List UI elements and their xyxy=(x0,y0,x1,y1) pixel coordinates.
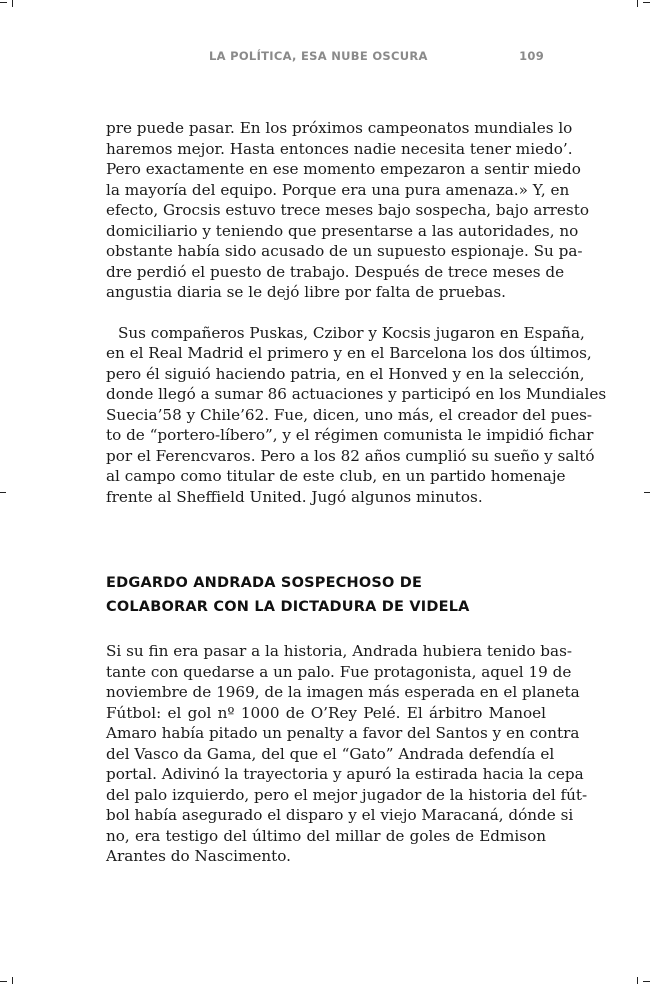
running-title: LA POLÍTICA, ESA NUBE OSCURA xyxy=(209,49,428,63)
text-line: efecto, Grocsis estuvo trece meses bajo sospecha, bajo arresto xyxy=(106,201,589,219)
crop-mark xyxy=(0,2,7,3)
text-line: obstante había sido acusado de un supuesto espionaje. Su pa- xyxy=(106,242,583,260)
text-line: haremos mejor. Hasta entonces nadie necesita tener miedo’. xyxy=(106,139,573,158)
crop-mark xyxy=(12,977,13,984)
section-heading-line: COLABORAR CON LA DICTADURA DE VIDELA xyxy=(106,599,470,615)
paragraph-1 xyxy=(106,118,589,303)
text-line: pre puede pasar. En los próximos campeonatos mundiales lo xyxy=(106,119,573,137)
crop-mark xyxy=(643,981,650,982)
crop-mark xyxy=(643,2,650,3)
section-heading-line: EDGARDO ANDRADA SOSPECHOSO DE xyxy=(106,575,423,591)
text-line: Pero exactamente en ese momento empezaron a sentir miedo xyxy=(106,160,581,178)
text-line: no, era testigo del último del millar de goles de Edmison xyxy=(106,826,546,845)
paragraph-2 xyxy=(106,323,607,508)
crop-mark xyxy=(12,0,13,7)
paragraph-3 xyxy=(106,641,588,867)
text-line: dre perdió el puesto de trabajo. Después de trece meses de xyxy=(106,262,565,281)
text-line: la mayoría del equipo. Porque era una pura amenaza.» Y, en xyxy=(106,180,570,199)
text-line: Sus compañeros Puskas, Czibor y Kocsis jugaron en España, xyxy=(118,323,585,342)
text-line: al campo como titular de este club, en un partido homenaje xyxy=(106,467,566,485)
text-line: Amaro había pitado un penalty a favor del Santos y en contra xyxy=(106,724,580,742)
text-line: del palo izquierdo, pero el mejor jugador de la historia del fút- xyxy=(106,785,588,804)
text-line: Si su fin era pasar a la historia, Andrada hubiera tenido bas- xyxy=(106,642,572,660)
text-line: portal. Adivinó la trayectoria y apuró la estirada hacia la cepa xyxy=(106,765,584,783)
text-line: pero él siguió haciendo patria, en el Honved y en la selección, xyxy=(106,364,585,383)
section-heading xyxy=(106,571,470,619)
text-line: Fútbol: el gol nº 1000 de O’Rey Pelé. El árbitro Manoel xyxy=(106,703,546,722)
text-line: frente al Sheffield United. Jugó algunos minutos. xyxy=(106,487,483,506)
crop-mark xyxy=(637,0,638,7)
text-line: tante con quedarse a un palo. Fue protagonista, aquel 19 de xyxy=(106,662,572,681)
text-line: por el Ferencvaros. Pero a los 82 años cumplió su sueño y saltó xyxy=(106,446,595,465)
text-line: Suecia’58 y Chile’62. Fue, dicen, uno más, el creador del pues- xyxy=(106,405,593,424)
text-line: bol había asegurado el disparo y el viejo Maracaná, dónde si xyxy=(106,806,574,824)
text-line: noviembre de 1969, de la imagen más esperada en el planeta xyxy=(106,683,580,701)
text-line: to de “portero-líbero”, y el régimen comunista le impidió fichar xyxy=(106,426,594,444)
text-line: Arantes do Nascimento. xyxy=(106,847,291,865)
text-line: domiciliario y teniendo que presentarse a las autoridades, no xyxy=(106,221,579,240)
crop-mark xyxy=(0,492,6,493)
text-line: donde llegó a sumar 86 actuaciones y participó en los Mundiales xyxy=(106,385,607,403)
crop-mark xyxy=(0,981,7,982)
text-line: angustia diaria se le dejó libre por falta de pruebas. xyxy=(106,283,506,301)
text-line: del Vasco da Gama, del que el “Gato” Andrada defendía el xyxy=(106,744,555,763)
crop-mark xyxy=(644,492,650,493)
text-line: en el Real Madrid el primero y en el Barcelona los dos últimos, xyxy=(106,344,592,362)
page-number: 109 xyxy=(519,49,544,63)
crop-mark xyxy=(637,977,638,984)
running-header xyxy=(0,49,650,67)
